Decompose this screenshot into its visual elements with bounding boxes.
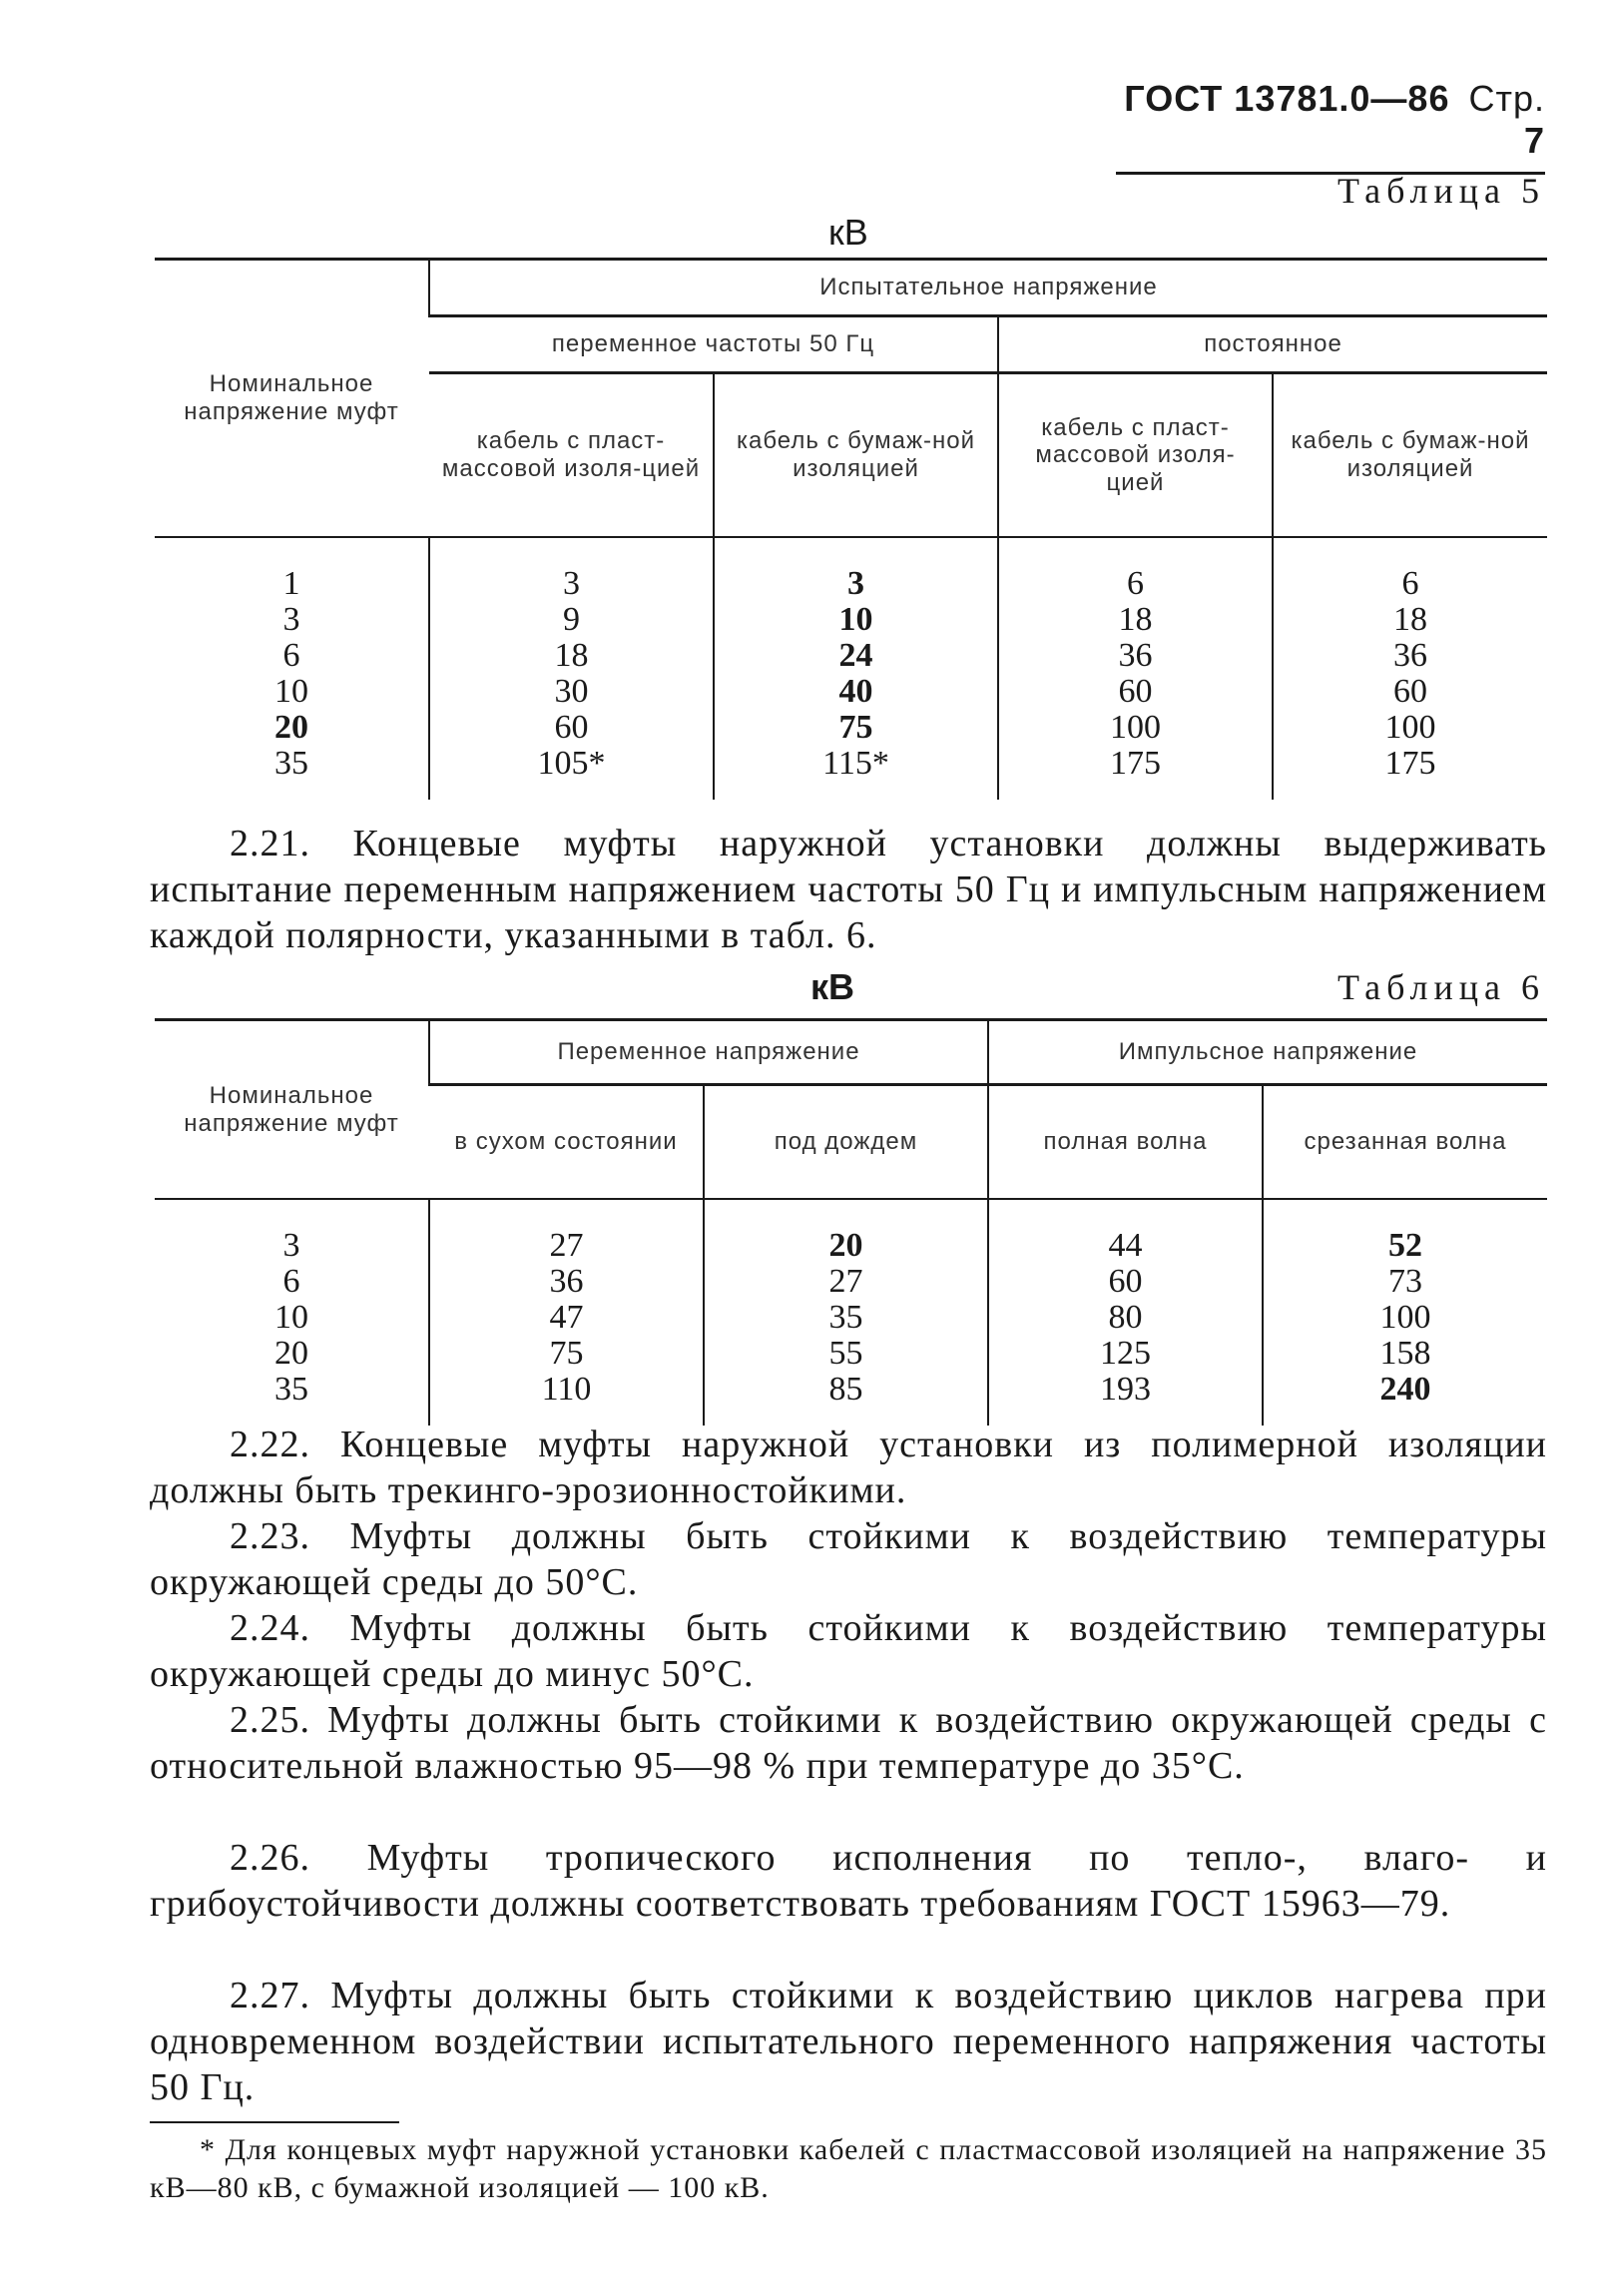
table5-header-ac-paper: кабель с бумаж-ной изоляцией — [714, 373, 998, 538]
paragraph-2-24: 2.24. Муфты должны быть стойкими к воздействию температуры окружающей среды до минус 50°С. — [150, 1607, 1547, 1695]
table-cell: 73 — [1263, 1264, 1547, 1300]
page-number: 7 — [1523, 120, 1545, 161]
table5-header-dc-plastic: кабель с пласт-массовой изоля-цией — [998, 373, 1273, 538]
table-cell: 75 — [429, 1336, 704, 1372]
table-cell: 10 — [274, 1299, 308, 1336]
table-cell: 52 — [1263, 1228, 1547, 1264]
table5 — [155, 258, 1547, 800]
table5-header-dc-paper: кабель с бумаж-ной изоляцией — [1273, 373, 1547, 538]
table-cell: 115* — [714, 746, 998, 782]
table-row — [155, 674, 1547, 710]
paragraph-2-21: 2.21. Концевые муфты наружной установки должны выдерживать испытание переменным напряжением частоты 50 Гц и импульсным напряжением каждой полярности, указанными в табл. 6. — [150, 823, 1547, 956]
table-cell: 35 — [704, 1300, 988, 1336]
table5-header-test-voltage: Испытательное напряжение — [429, 260, 1547, 316]
table-cell: 9 — [429, 602, 714, 638]
table-cell: 40 — [714, 674, 998, 710]
table-cell: 55 — [704, 1336, 988, 1372]
table-cell: 36 — [998, 638, 1273, 674]
table-cell: 60 — [998, 674, 1273, 710]
table-cell: 3 — [714, 566, 998, 602]
table-cell: 18 — [998, 602, 1273, 638]
table-cell: 24 — [714, 638, 998, 674]
table-row — [155, 1336, 1547, 1372]
table6-header-chopped-wave: срезанная волна — [1263, 1085, 1547, 1200]
table5-header-ac-plastic: кабель с пласт-массовой изоля-цией — [429, 373, 714, 538]
table-cell: 6 — [1273, 566, 1547, 602]
table6-unit: кВ — [810, 966, 855, 1007]
table-cell: 125 — [988, 1336, 1263, 1372]
paragraph-2-22: 2.22. Концевые муфты наружной установки из полимерной изоляции должны быть трекинго-эрозионностойкими. — [150, 1424, 1547, 1511]
table-cell: 44 — [988, 1228, 1263, 1264]
table-cell: 18 — [1273, 602, 1547, 638]
table6-header-full-wave: полная волна — [988, 1085, 1263, 1200]
table-row — [155, 710, 1547, 746]
table6-header-impulse: Импульсное напряжение — [988, 1020, 1547, 1085]
footnote-rule — [150, 2121, 399, 2123]
table-cell: 47 — [429, 1300, 704, 1336]
table-cell: 100 — [1273, 710, 1547, 746]
table-row — [155, 638, 1547, 674]
table-cell: 20 — [704, 1228, 988, 1264]
paragraph-2-27: 2.27. Муфты должны быть стойкими к воздействию циклов нагрева при одновременном воздействии испытательного переменного напряжения частоты 50 Гц. — [150, 1975, 1547, 2108]
table-cell: 100 — [998, 710, 1273, 746]
table-cell: 20 — [274, 1335, 308, 1372]
table-cell: 240 — [1263, 1372, 1547, 1408]
table-cell: 75 — [714, 710, 998, 746]
table-cell: 27 — [429, 1228, 704, 1264]
table-cell: 36 — [1273, 638, 1547, 674]
table6-header-ac: Переменное напряжение — [429, 1020, 988, 1085]
table-cell: 10 — [714, 602, 998, 638]
table-cell: 1 — [282, 565, 300, 602]
table-cell: 6 — [282, 1263, 300, 1300]
table-cell: 10 — [274, 673, 308, 710]
table-cell: 3 — [282, 1227, 300, 1264]
table6-caption: Таблица 6 — [1337, 967, 1545, 1007]
table-cell: 105* — [429, 746, 714, 782]
table-cell: 30 — [429, 674, 714, 710]
paragraph-2-25: 2.25. Муфты должны быть стойкими к воздействию окружающей среды с относительной влажностью 95—98 % при температуре до 35°С. — [150, 1699, 1547, 1787]
table-cell: 18 — [429, 638, 714, 674]
table6-header-dry: в сухом состоянии — [429, 1085, 704, 1200]
table-row — [155, 1372, 1547, 1408]
paragraph-2-23: 2.23. Муфты должны быть стойкими к воздействию температуры окружающей среды до 50°С. — [150, 1515, 1547, 1603]
table5-header-ac: переменное частоты 50 Гц — [429, 316, 998, 373]
table-cell: 35 — [274, 745, 308, 782]
table-cell: 175 — [1273, 746, 1547, 782]
table-row — [155, 1300, 1547, 1336]
table-row — [155, 566, 1547, 602]
table5-unit: кВ — [828, 212, 868, 253]
table5-header-nominal: Номинальное напряжение муфт — [155, 260, 429, 538]
table-cell: 193 — [988, 1372, 1263, 1408]
table-cell: 3 — [282, 601, 300, 638]
table-cell: 35 — [274, 1371, 308, 1408]
table6-header-nominal: Номинальное напряжение муфт — [155, 1020, 429, 1200]
table-cell: 27 — [704, 1264, 988, 1300]
page-label: Стр. — [1468, 78, 1545, 119]
table6-header-rain: под дождем — [704, 1085, 988, 1200]
table-cell: 158 — [1263, 1336, 1547, 1372]
table-cell: 3 — [429, 566, 714, 602]
standard-number: ГОСТ 13781.0—86 — [1124, 78, 1450, 119]
table-cell: 80 — [988, 1300, 1263, 1336]
footnote: * Для концевых муфт наружной установки кабелей с пластмассовой изоляцией на напряжение 35 кВ—80 кВ, с бумажной изоляцией — 100 кВ. — [150, 2133, 1547, 2204]
table-cell: 6 — [282, 637, 300, 674]
table-cell: 60 — [988, 1264, 1263, 1300]
table-row — [155, 1264, 1547, 1300]
page-header — [1116, 78, 1545, 175]
table5-header-dc: постоянное — [998, 316, 1547, 373]
table-row — [155, 1228, 1547, 1264]
table-cell: 85 — [704, 1372, 988, 1408]
table-cell: 36 — [429, 1264, 704, 1300]
table-row — [155, 602, 1547, 638]
table6 — [155, 1018, 1547, 1426]
table-cell: 60 — [429, 710, 714, 746]
table5-caption: Таблица 5 — [1337, 171, 1545, 211]
table-cell: 60 — [1273, 674, 1547, 710]
table-cell: 100 — [1263, 1300, 1547, 1336]
table-cell: 175 — [998, 746, 1273, 782]
table-cell: 20 — [274, 709, 308, 746]
table-cell: 6 — [998, 566, 1273, 602]
table-row — [155, 746, 1547, 782]
paragraph-2-26: 2.26. Муфты тропического исполнения по тепло-, влаго- и грибоустойчивости должны соответствовать требованиям ГОСТ 15963—79. — [150, 1837, 1547, 1925]
table-cell: 110 — [429, 1372, 704, 1408]
